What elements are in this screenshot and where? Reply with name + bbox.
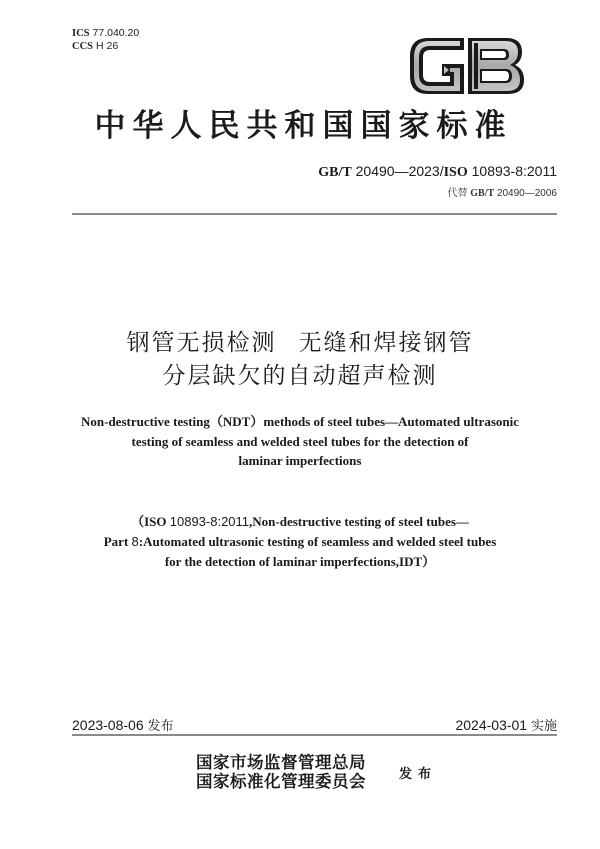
iso-code: 10893-8:2011: [471, 163, 557, 179]
iso-equivalence-reference: [0, 512, 600, 572]
classification-codes: [72, 27, 139, 53]
chinese-title: [0, 327, 600, 393]
iso-reference-part-label: Part: [103, 534, 129, 549]
english-title: [0, 412, 600, 471]
iso-reference-iso: ISO: [144, 514, 167, 529]
iso-prefix: ISO: [443, 165, 468, 180]
ccs-code: [72, 40, 139, 53]
issue-date: [72, 715, 174, 734]
replaces-code: 20490—2006: [496, 188, 557, 199]
standard-prefix: GB/T: [318, 165, 352, 180]
iso-reference-open-paren: （: [131, 514, 145, 529]
ccs-value: H 26: [96, 40, 119, 52]
publishing-organizations: [196, 753, 366, 791]
implementation-date-value: 2024-03-01: [455, 717, 528, 733]
header-divider: [72, 213, 557, 215]
national-standard-title: 中华人民共和国国家标准: [94, 108, 513, 144]
publish-label: 发布: [399, 767, 438, 782]
iso-reference-number: 10893-8:2011: [169, 514, 250, 529]
ics-code: [72, 27, 139, 40]
english-title-line3: laminar imperfections: [238, 453, 362, 468]
iso-reference-line2: [0, 532, 600, 552]
iso-reference-line1: [0, 512, 600, 532]
iso-reference-title-start: ,Non-destructive testing of steel tubes—: [249, 514, 469, 529]
iso-reference-line3: for the detection of laminar imperfections,IDT）: [164, 554, 436, 569]
ccs-label: CCS: [72, 41, 94, 52]
ics-value: 77.040.20: [92, 27, 140, 39]
implementation-date: [455, 715, 557, 734]
footer-divider: [72, 734, 557, 736]
chinese-title-line1-part1: 钢管无损检测: [126, 330, 277, 356]
publisher-sac: 国家标准化管理委员会: [196, 772, 366, 791]
iso-reference-part-title: :Automated ultrasonic testing of seamless and welded steel tubes: [138, 534, 497, 549]
replaces-label: 代替: [447, 188, 468, 199]
english-title-line2: testing of seamless and welded steel tubes for the detection of: [131, 433, 469, 449]
replaces-standard: [447, 184, 557, 199]
chinese-title-line1-part2: 无缝和焊接钢管: [298, 330, 474, 356]
chinese-title-line1: [0, 327, 600, 360]
replaces-prefix: GB/T: [470, 188, 495, 199]
issue-date-label: 发布: [147, 719, 174, 734]
iso-reference-part-number: 8: [131, 534, 139, 549]
gb-logo-icon: [408, 36, 526, 96]
issue-date-value: 2023-08-06: [72, 717, 144, 733]
english-title-line1: Non-destructive testing（NDT）methods of steel tubes—Automated ultrasonic: [81, 414, 519, 429]
standard-code: 20490—2023/: [355, 163, 444, 179]
implementation-date-label: 实施: [530, 719, 557, 734]
standard-number: [318, 163, 557, 181]
ics-label: ICS: [72, 28, 90, 39]
publisher-samr: 国家市场监督管理总局: [196, 753, 366, 772]
chinese-title-line2: 分层缺欠的自动超声检测: [162, 363, 438, 389]
